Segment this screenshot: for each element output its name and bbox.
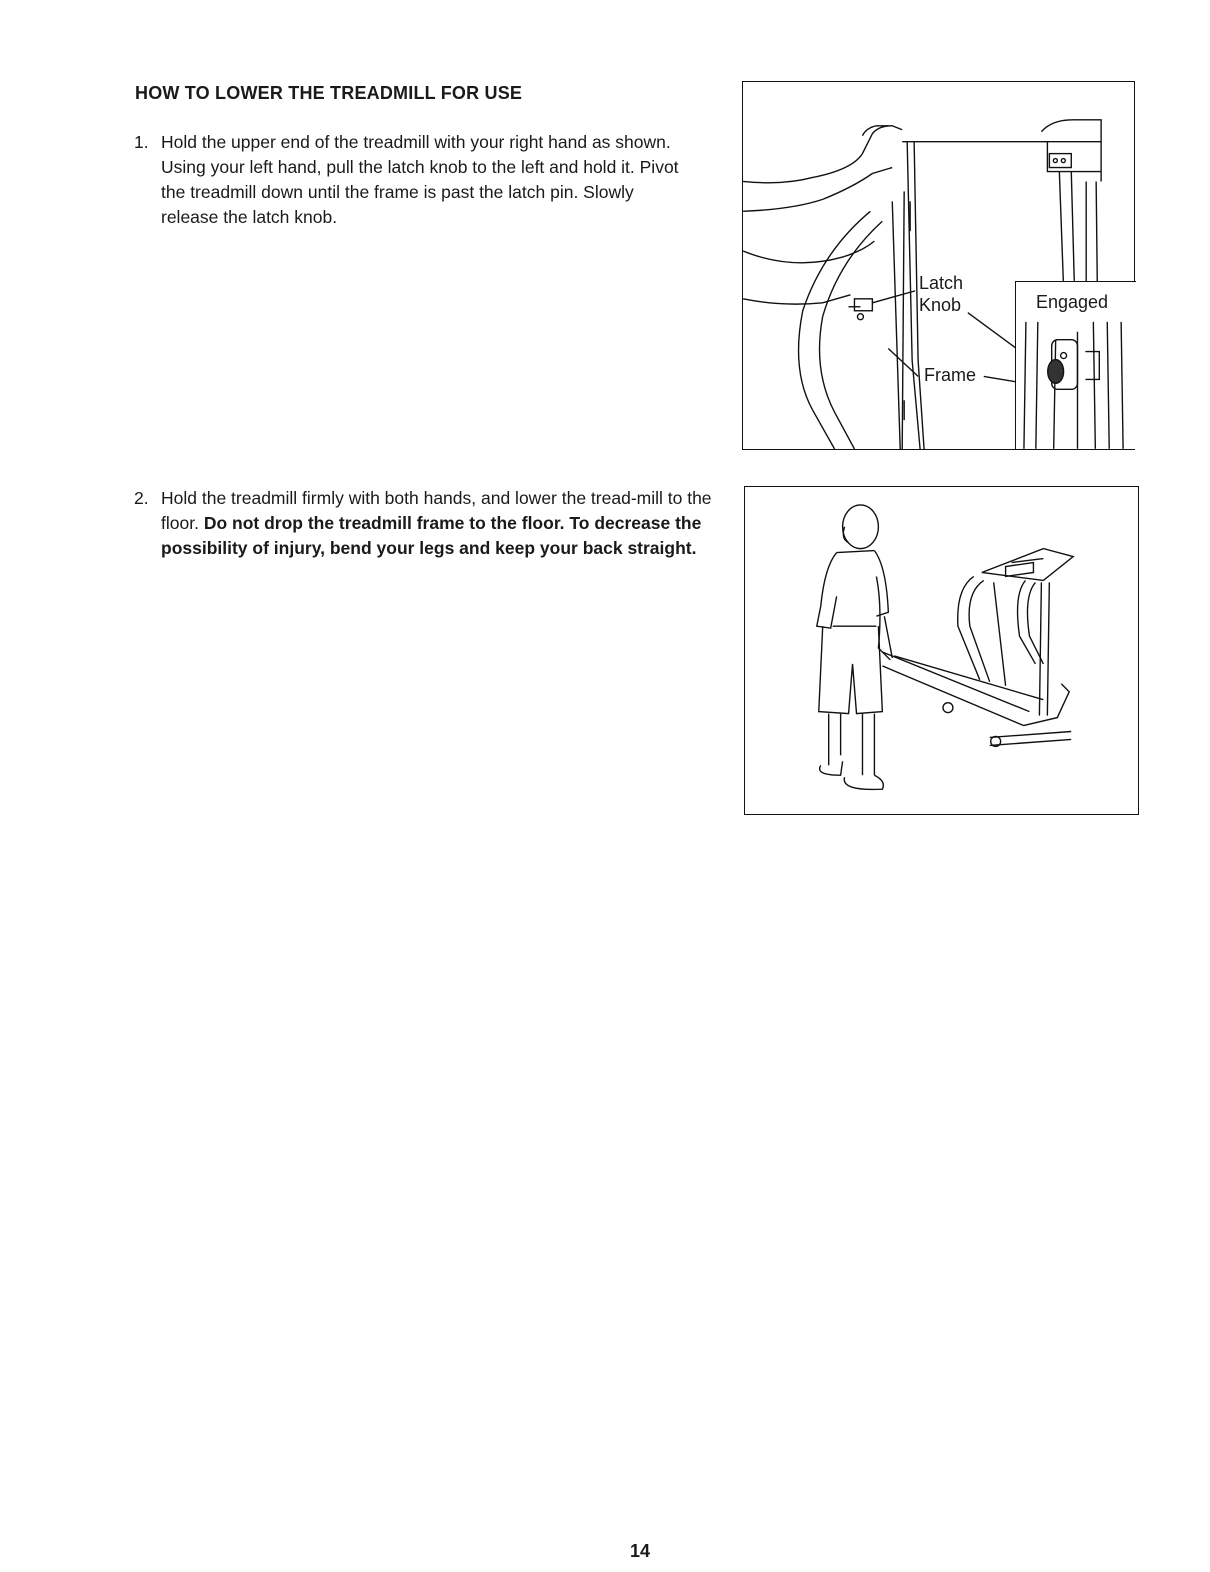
lowering-treadmill-illustration — [744, 486, 1139, 815]
engaged-inset — [1015, 281, 1136, 449]
latch-label: Latch — [919, 273, 964, 293]
frame-label: Frame — [924, 365, 977, 385]
step-2 — [134, 486, 714, 596]
latch-knob-illustration — [742, 81, 1135, 450]
engaged-label: Engaged — [1036, 292, 1109, 312]
step-2-body — [161, 486, 716, 561]
step-2-number: 2. — [134, 488, 149, 508]
lowering-treadmill-drawing — [745, 487, 1138, 814]
step-2-text: Hold the treadmill firmly with both hands, and lower the tread-mill to the floor. — [161, 488, 712, 533]
step-1 — [134, 130, 679, 240]
step-2-warning: Do not drop the treadmill frame to the floor. To decrease the possibility of injury, bend your legs and keep your back straight. — [161, 513, 702, 558]
step-1-text: Hold the upper end of the treadmill with your right hand as shown. Using your left hand, pull the latch knob to the left and hold it. Pivot the treadmill down until the frame is past the latch pin. Slowly release the latch knob. — [161, 132, 679, 227]
knob-label: Knob — [919, 295, 962, 315]
page-number: 14 — [629, 1541, 651, 1561]
section-heading: HOW TO LOWER THE TREADMILL FOR USE — [135, 83, 523, 103]
step-1-number: 1. — [134, 132, 149, 152]
